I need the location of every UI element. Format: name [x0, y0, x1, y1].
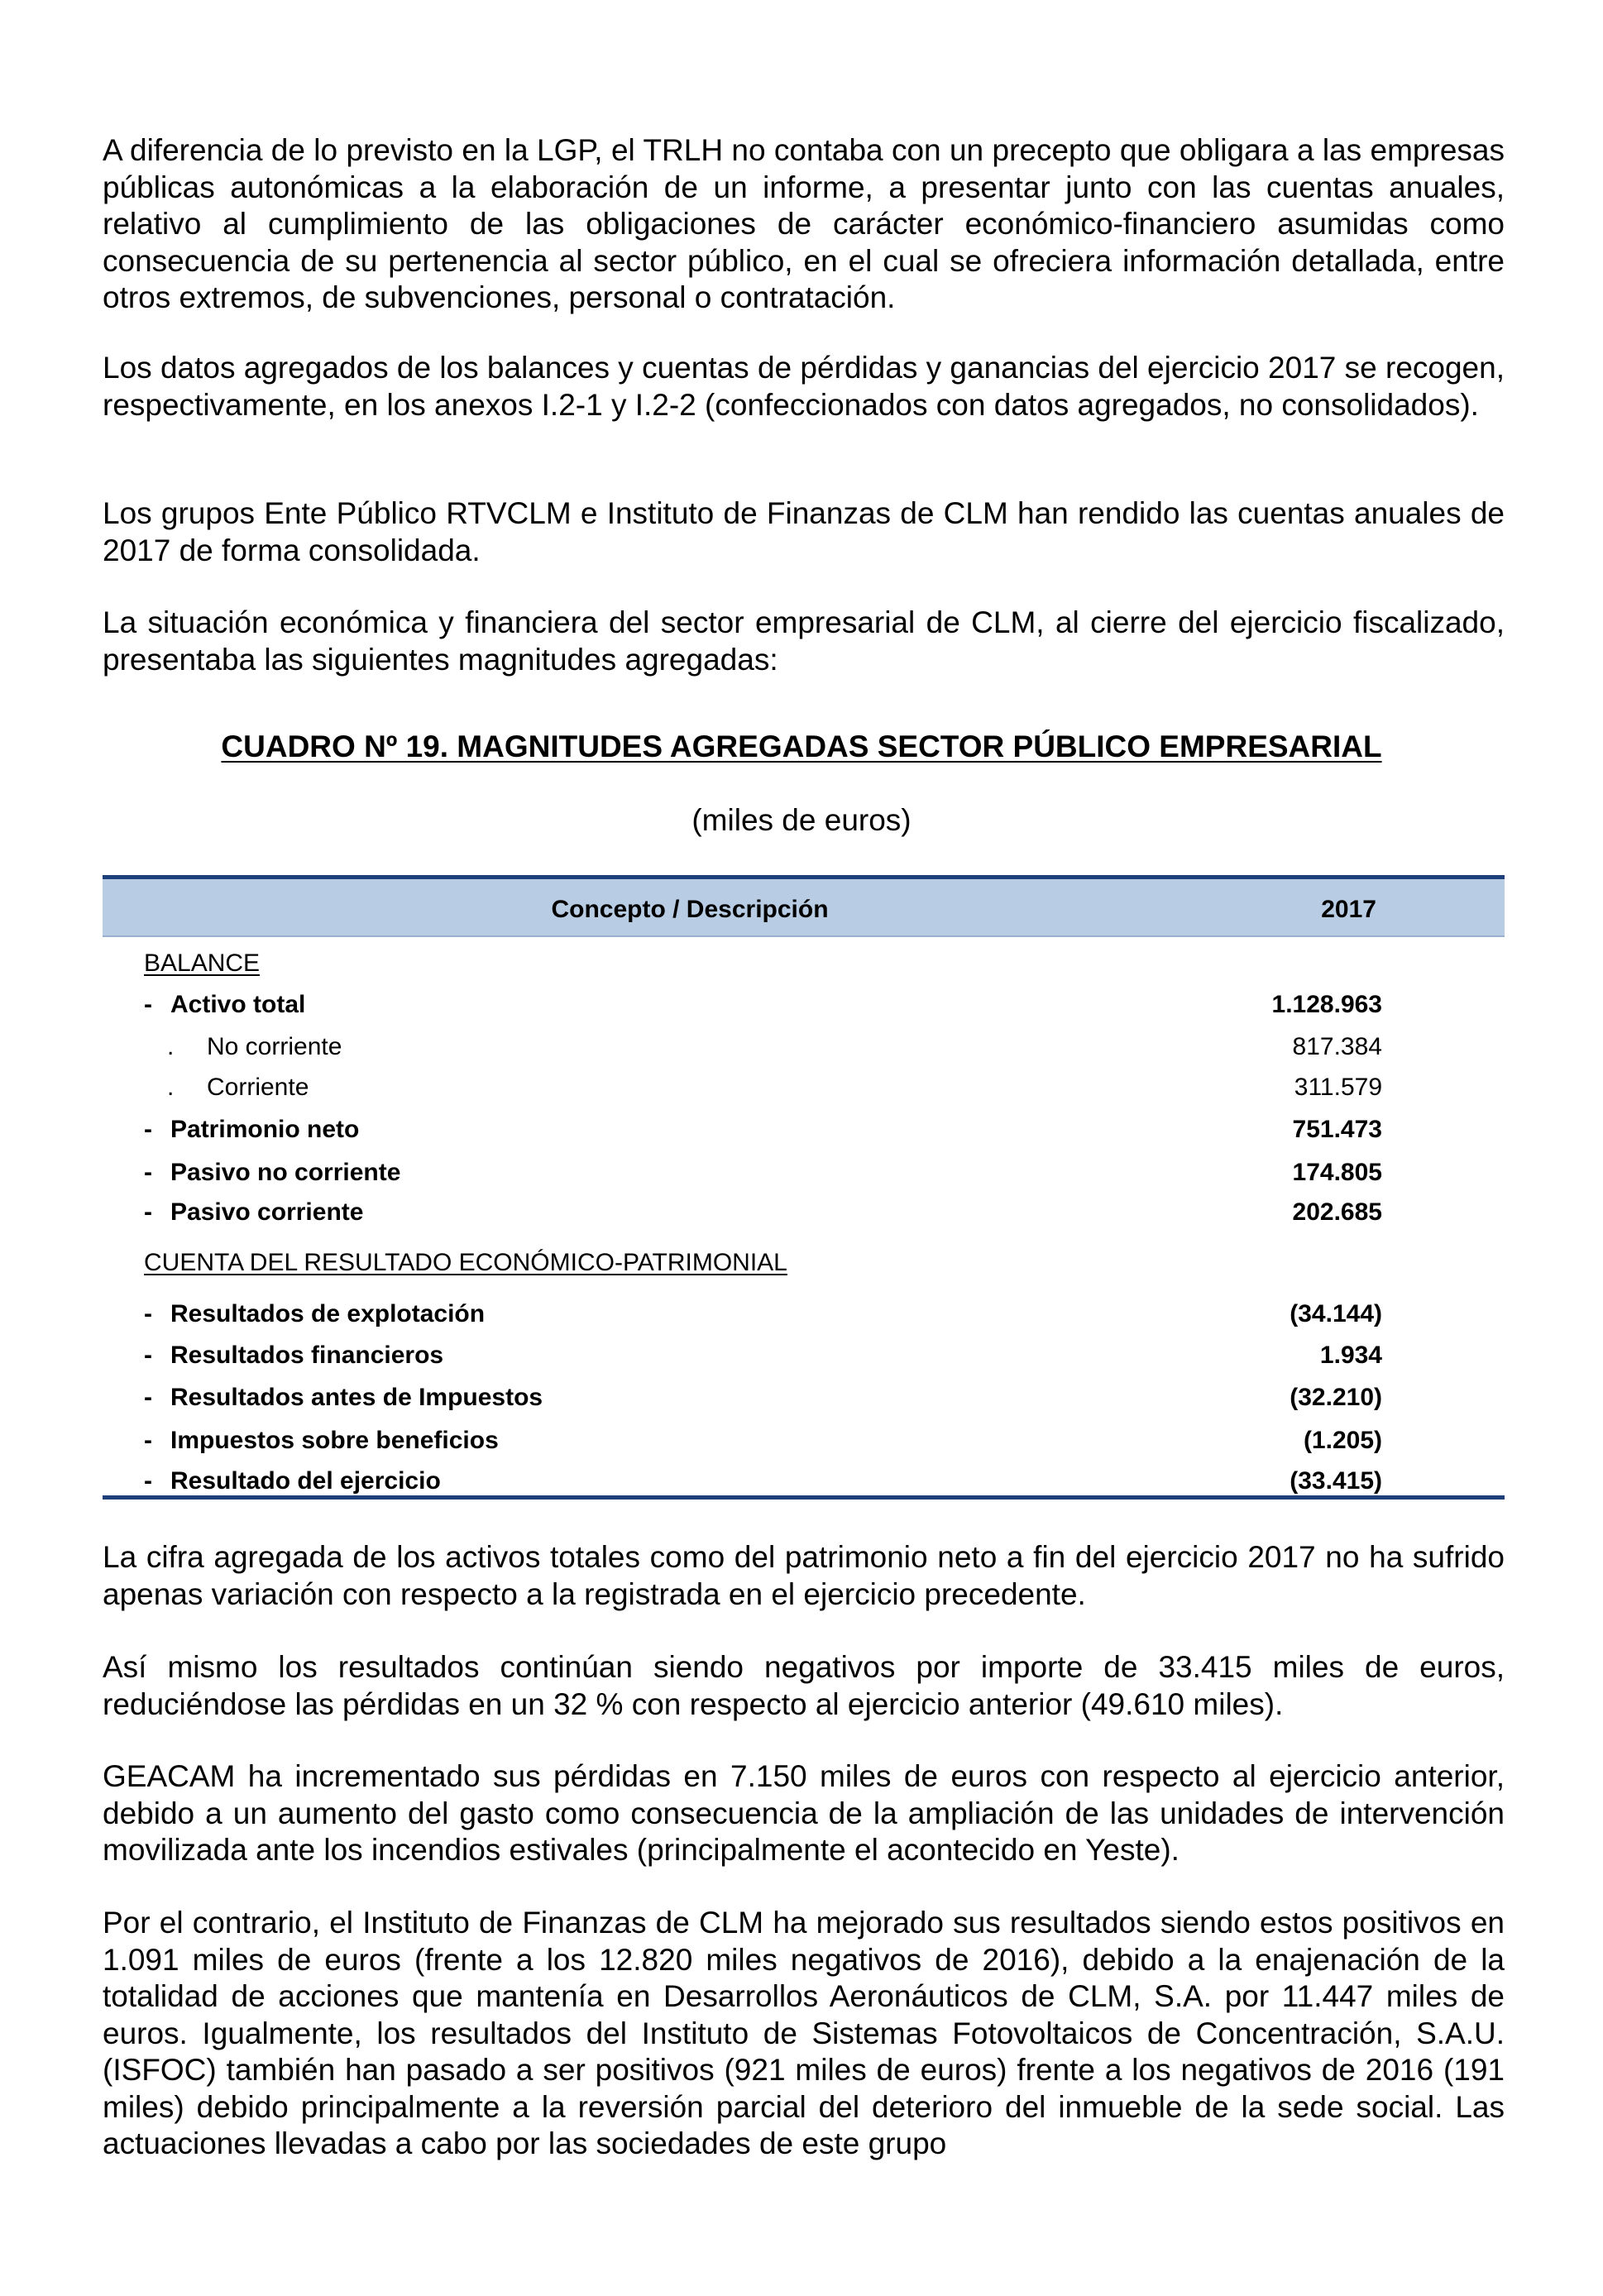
row-prefix: - — [144, 1467, 152, 1495]
table-row — [103, 1427, 1505, 1460]
paragraph-geacam: GEACAM ha incrementado sus pérdidas en 7.150 miles de euros con respecto al ejercicio anterior, debido a un aumento del gasto como consecuencia de la ampliación de las unidades de intervención movilizada ante los incendios estivales (principalmente el acontecido en Yeste). — [103, 1759, 1505, 1867]
row-value: 817.384 — [1292, 1033, 1382, 1060]
row-value: 1.128.963 — [1271, 991, 1382, 1018]
table-header — [103, 879, 1505, 935]
row-value: 202.685 — [1292, 1198, 1382, 1226]
header-year: 2017 — [1321, 896, 1376, 923]
row-label: No corriente — [207, 1033, 342, 1060]
table-title — [0, 729, 1603, 764]
row-label: Patrimonio neto — [170, 1116, 360, 1143]
section-resultado — [103, 1249, 1505, 1282]
row-prefix: - — [144, 1198, 152, 1226]
row-prefix: - — [144, 991, 152, 1018]
section-balance-label: BALANCE — [144, 949, 261, 977]
table-row — [103, 1300, 1505, 1333]
table-bottom-rule — [103, 1495, 1505, 1500]
table-row — [103, 1159, 1505, 1192]
paragraph-lgp-trlh: A diferencia de lo previsto en la LGP, el TRLH no contaba con un precepto que obligara a las empresas públicas autonómicas a la elaboración de un informe, a presentar junto con las cuentas anuales, relativo al cumplimiento de las obligaciones de carácter económico-financiero asumidas como consecuencia de su pertenencia al sector público, en el cual se ofreciera información detallada, entre otros extremos, de subvenciones, personal o contratación. — [103, 133, 1505, 314]
header-concept: Concepto / Descripción — [551, 896, 829, 923]
table-row — [103, 1116, 1505, 1149]
row-label: Impuestos sobre beneficios — [170, 1427, 499, 1454]
paragraph-instituto-finanzas: Por el contrario, el Instituto de Finanzas de CLM ha mejorado sus resultados siendo estos positivos en 1.091 miles de euros (frente a los 12.820 miles negativos de 2016), debido a la enajenación de la totalidad de acciones que mantenía en Desarrollos Aeronáuticos de CLM, S.A. por 11.447 miles de euros. Igualmente, los resultados del Instituto de Sistemas Fotovoltaicos de Concentración, S.A.U. (ISFOC) también han pasado a ser positivos (921 miles de euros) frente a los negativos de 2016 (191 miles) debido principalmente a la reversión parcial del deterioro del inmueble de la sede social. Las actuaciones llevadas a cabo por las sociedades de este grupo — [103, 1906, 1505, 2160]
row-value: (33.415) — [1290, 1467, 1382, 1495]
row-label: Resultados antes de Impuestos — [170, 1384, 543, 1411]
table-row — [103, 1384, 1505, 1417]
table-title-text: CUADRO Nº 19. MAGNITUDES AGREGADAS SECTOR PÚBLICO EMPRESARIAL — [221, 729, 1382, 763]
paragraph-grupos-consolidados: Los grupos Ente Público RTVCLM e Instituto de Finanzas de CLM han rendido las cuentas anuales de 2017 de forma consolidada. — [103, 496, 1505, 567]
row-prefix: . — [167, 1074, 175, 1101]
row-label: Pasivo no corriente — [170, 1159, 401, 1186]
row-prefix: - — [144, 1300, 152, 1327]
row-prefix: - — [144, 1427, 152, 1454]
paragraph-datos-agregados: Los datos agregados de los balances y cuentas de pérdidas y ganancias del ejercicio 2017 se recogen, respectivamente, en los anexos I.2-1 y I.2-2 (confeccionados con datos agregados, no consolidados). — [103, 351, 1505, 422]
paragraph-cifra-agregada: La cifra agregada de los activos totales como del patrimonio neto a fin del ejercicio 2017 no ha sufrido apenas variación con respecto a la registrada en el ejercicio precedente. — [103, 1540, 1505, 1611]
section-balance — [103, 949, 1505, 983]
row-label: Activo total — [170, 991, 306, 1018]
table-row — [103, 1033, 1505, 1066]
section-resultado-label: CUENTA DEL RESULTADO ECONÓMICO-PATRIMONIAL — [144, 1249, 787, 1276]
row-prefix: . — [167, 1033, 175, 1060]
row-label: Resultado del ejercicio — [170, 1467, 441, 1495]
row-label: Resultados financieros — [170, 1342, 444, 1369]
row-value: 751.473 — [1292, 1116, 1382, 1143]
row-value: (34.144) — [1290, 1300, 1382, 1327]
header-separator — [103, 935, 1505, 937]
row-label: Corriente — [207, 1074, 309, 1101]
row-value: 174.805 — [1292, 1159, 1382, 1186]
row-prefix: - — [144, 1159, 152, 1186]
table-row — [103, 1342, 1505, 1375]
row-value: (1.205) — [1303, 1427, 1382, 1454]
row-value: (32.210) — [1290, 1384, 1382, 1411]
row-value: 1.934 — [1319, 1342, 1382, 1369]
row-label: Resultados de explotación — [170, 1300, 486, 1327]
table-row — [103, 1198, 1505, 1232]
row-prefix: - — [144, 1342, 152, 1369]
table-row — [103, 1074, 1505, 1107]
paragraph-resultados-negativos: Así mismo los resultados continúan siendo negativos por importe de 33.415 miles de euros, reduciéndose las pérdidas en un 32 % con respecto al ejercicio anterior (49.610 miles). — [103, 1650, 1505, 1721]
row-prefix: - — [144, 1116, 152, 1143]
table-units: (miles de euros) — [691, 803, 912, 837]
table-row — [103, 991, 1505, 1024]
row-label: Pasivo corriente — [170, 1198, 364, 1226]
paragraph-situacion-economica: La situación económica y financiera del sector empresarial de CLM, al cierre del ejercicio fiscalizado, presentaba las siguientes magnitudes agregadas: — [103, 605, 1505, 677]
row-prefix: - — [144, 1384, 152, 1411]
row-value: 311.579 — [1294, 1074, 1382, 1101]
